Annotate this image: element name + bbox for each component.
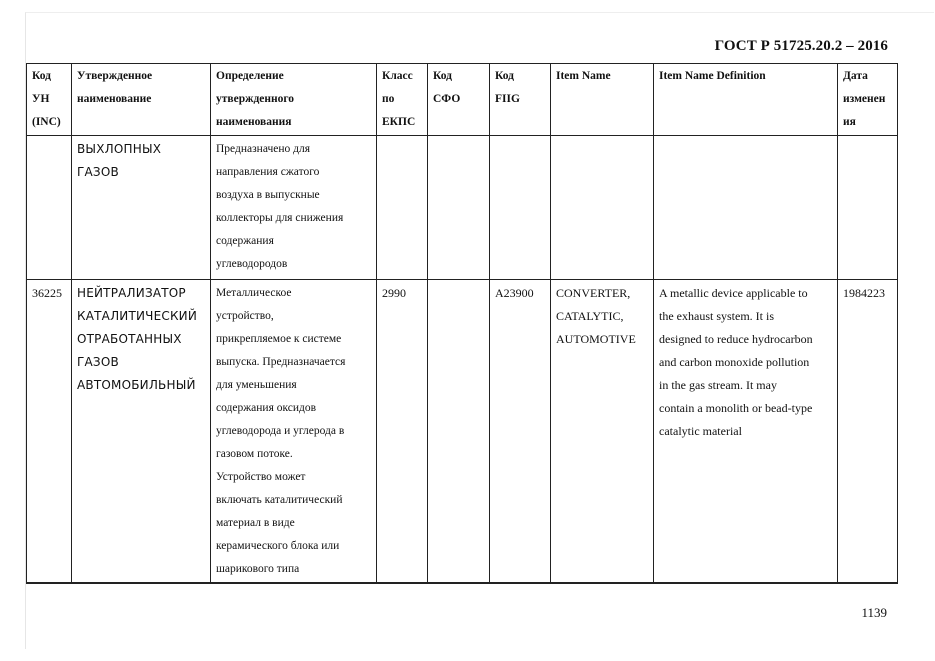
col-header-item-name-definition: Item Name Definition: [654, 64, 838, 136]
cell-definition: Металлическое устройство, прикрепляемое к системе выпуска. Предназначается для уменьшения содержания оксидов углеводорода и углерода в газовом потоке. Устройство может включать каталитический материал в виде керамического блока или шарикового типа: [211, 280, 377, 584]
col-header-definition: Определение утвержденного наименования: [211, 64, 377, 136]
col-header-sfo-code: Код СФО: [428, 64, 490, 136]
cell-item-name: [551, 136, 654, 280]
cell-definition: Предназначено для направления сжатого воздуха в выпускные коллекторы для снижения содержания углеводородов: [211, 136, 377, 280]
document-standard-header: ГОСТ Р 51725.20.2 – 2016: [714, 38, 888, 54]
cell-ekps-class: 2990: [377, 280, 428, 584]
cell-item-name-definition: [654, 136, 838, 280]
page-number: 1139: [861, 605, 887, 620]
table-row: [27, 280, 898, 584]
cell-inc: 36225: [27, 280, 72, 584]
col-header-fiig-code: Код FIIG: [490, 64, 551, 136]
col-header-approved-name: Утвержденное наименование: [72, 64, 211, 136]
col-header-inc: Код УН (INC): [27, 64, 72, 136]
classification-table: [26, 63, 898, 584]
cell-fiig-code: A23900: [490, 280, 551, 584]
col-header-item-name: Item Name: [551, 64, 654, 136]
cell-fiig-code: [490, 136, 551, 280]
cell-change-date: [838, 136, 898, 280]
cell-approved-name: НЕЙТРАЛИЗАТОР КАТАЛИТИЧЕСКИЙ ОТРАБОТАННЫХ ГАЗОВ АВТОМОБИЛЬНЫЙ: [72, 280, 211, 584]
col-header-change-date: Дата изменен ия: [838, 64, 898, 136]
cell-change-date: 1984223: [838, 280, 898, 584]
cell-sfo-code: [428, 136, 490, 280]
cell-sfo-code: [428, 280, 490, 584]
table-row: [27, 136, 898, 280]
cell-ekps-class: [377, 136, 428, 280]
col-header-ekps-class: Класс по ЕКПС: [377, 64, 428, 136]
cell-approved-name: ВЫХЛОПНЫХ ГАЗОВ: [72, 136, 211, 280]
cell-inc: [27, 136, 72, 280]
cell-item-name-definition: A metallic device applicable to the exhaust system. It is designed to reduce hydrocarbon and carbon monoxide pollution in the gas stream. It may contain a monolith or bead-type catalytic material: [654, 280, 838, 584]
cell-item-name: CONVERTER, CATALYTIC, AUTOMOTIVE: [551, 280, 654, 584]
table-header-row: [27, 64, 898, 136]
